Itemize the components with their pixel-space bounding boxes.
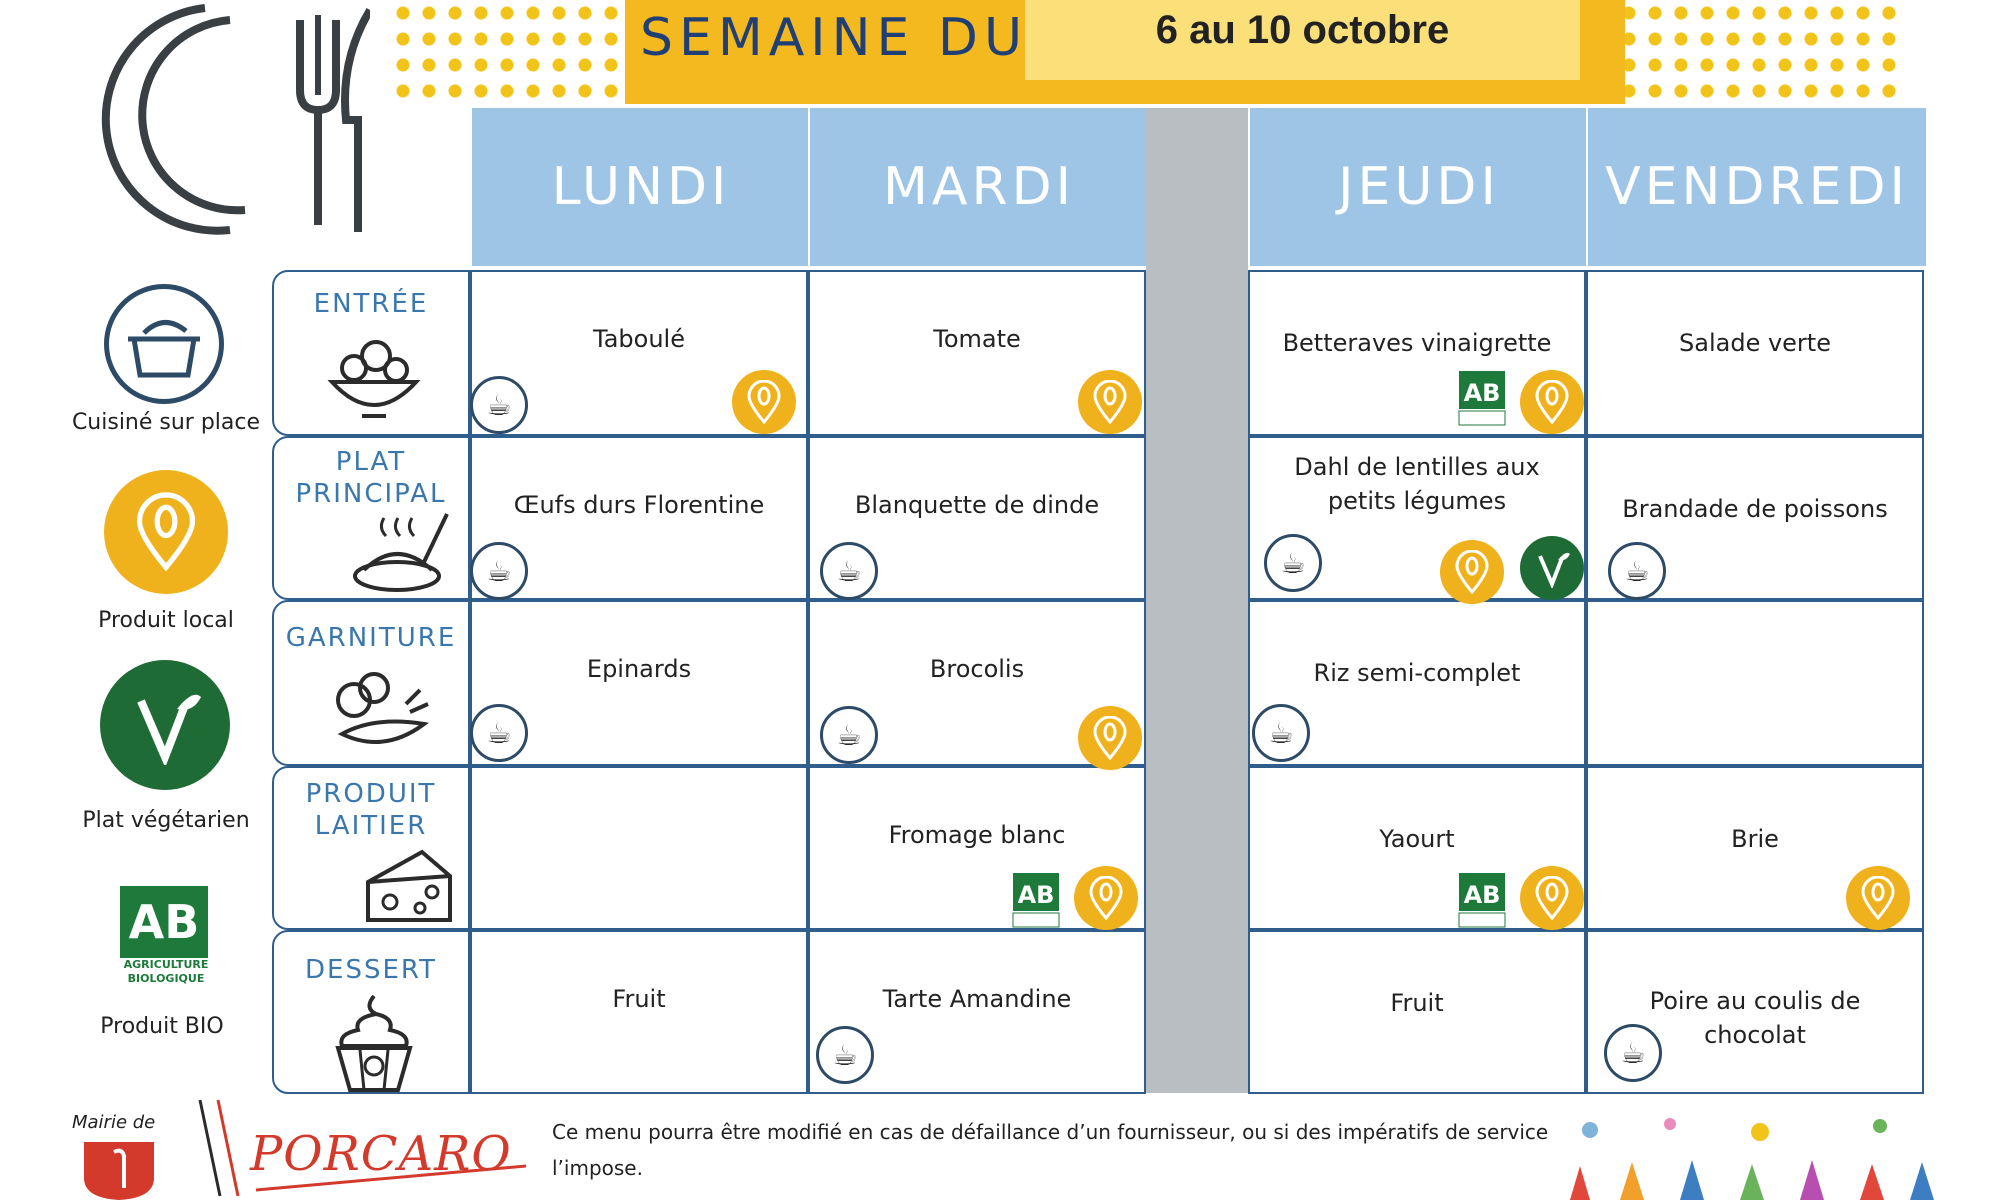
local-product-icon: [1520, 370, 1584, 434]
cooked-on-site-icon: ☕: [1264, 534, 1322, 592]
local-product-icon: [1078, 370, 1142, 434]
dish: Betteraves vinaigrette: [1282, 329, 1552, 357]
dish: Poire au coulis de chocolat: [1649, 987, 1861, 1049]
salad-bowl-icon: [324, 330, 424, 426]
town-name: PORCARO: [250, 1126, 512, 1182]
day-header-vendredi: VENDREDI: [1586, 108, 1926, 266]
cell-jeudi-dessert: [1248, 930, 1586, 1094]
local-product-icon: [1520, 866, 1584, 930]
category-dessert: [272, 930, 470, 1094]
steaming-plate-icon: [352, 510, 452, 600]
dish: Brandade de poissons: [1622, 495, 1888, 523]
category-label: PRODUIT LAITIER: [305, 779, 437, 841]
ab-logo-sub2: BIOLOGIQUE: [127, 972, 205, 985]
cooked-on-site-icon: ☕: [1252, 704, 1310, 762]
dish: Yaourt: [1379, 825, 1455, 853]
category-label: PLAT PRINCIPAL: [295, 447, 447, 509]
day-header-mardi: MARDI: [808, 108, 1148, 266]
local-product-icon: [1440, 540, 1504, 604]
category-label: GARNITURE: [285, 623, 457, 653]
vegetarian-icon: [1520, 536, 1584, 600]
cooked-on-site-icon: ☕: [1608, 542, 1666, 600]
svg-text:AB: AB: [1463, 379, 1501, 407]
dish: Brocolis: [929, 655, 1025, 683]
closed-day-column: [1146, 108, 1248, 1093]
dish: Brie: [1731, 825, 1779, 853]
cupcake-icon: [324, 990, 424, 1094]
dish: Fruit: [612, 985, 666, 1013]
category-label: ENTRÉE: [313, 289, 429, 319]
ab-logo-sub1: AGRICULTURE: [123, 958, 209, 971]
dish: Epinards: [586, 655, 692, 683]
legend-cooked-label: Cuisiné sur place: [71, 410, 261, 435]
legend-cooked-icon: [104, 284, 224, 404]
day-header-lundi: LUNDI: [470, 108, 810, 266]
dish: Fruit: [1390, 989, 1444, 1017]
dish: Tarte Amandine: [882, 985, 1072, 1013]
cell-lundi-dessert: [470, 930, 808, 1094]
local-product-icon: [1846, 866, 1910, 930]
ab-logo: AB: [120, 886, 208, 958]
local-product-icon: [732, 370, 796, 434]
legend-local-icon: [104, 470, 228, 594]
cooked-on-site-icon: ☕: [470, 542, 528, 600]
vegetables-icon: [324, 664, 434, 760]
legend-bio-label: Produit BIO: [100, 1014, 224, 1039]
dish: Blanquette de dinde: [854, 491, 1100, 519]
svg-text:AB: AB: [1463, 881, 1501, 909]
ab-bio-icon: [1458, 370, 1506, 426]
cell-vendredi-garniture: [1586, 600, 1924, 766]
dot-pattern-left: [390, 0, 630, 110]
ab-bio-icon: [1012, 872, 1060, 928]
dot-pattern-right: [1590, 0, 1900, 110]
date-range: 6 au 10 octobre: [1155, 8, 1450, 52]
dish: Tomate: [933, 325, 1021, 353]
cooked-on-site-icon: ☕: [816, 1026, 874, 1084]
category-laitier: [272, 766, 470, 930]
mairie-label: Mairie de: [72, 1112, 156, 1133]
local-product-icon: [1078, 706, 1142, 770]
category-entree: [272, 270, 470, 436]
dish: Taboulé: [593, 325, 685, 353]
cooked-on-site-icon: ☕: [470, 704, 528, 762]
category-plat: [272, 436, 470, 600]
dish: Dahl de lentilles aux petits légumes: [1294, 453, 1540, 515]
cooked-on-site-icon: ☕: [470, 376, 528, 434]
legend-vegetarian-icon: [100, 660, 230, 790]
town-crest-icon: [80, 1138, 158, 1200]
cooked-on-site-icon: ☕: [1604, 1024, 1662, 1082]
plate-cutlery-icon: [70, 0, 370, 240]
svg-text:AB: AB: [1017, 881, 1055, 909]
category-label: DESSERT: [305, 955, 437, 985]
local-product-icon: [1074, 866, 1138, 930]
dish: Œufs durs Florentine: [513, 491, 765, 519]
dish: Salade verte: [1679, 329, 1831, 357]
cell-vendredi-entree: [1586, 270, 1924, 436]
legend-local-label: Produit local: [98, 608, 234, 633]
week-label: SEMAINE DU: [640, 8, 1029, 68]
cooked-on-site-icon: ☕: [820, 542, 878, 600]
dish: Riz semi-complet: [1313, 659, 1521, 687]
day-header-jeudi: JEUDI: [1248, 108, 1588, 266]
cell-lundi-laitier: [470, 766, 808, 930]
cooked-on-site-icon: ☕: [820, 706, 878, 764]
cheese-icon: [362, 846, 456, 926]
footer-note: Ce menu pourra être modifié en cas de défaillance d’un fournisseur, ou si des impératifs de service l’impose.: [552, 1120, 1549, 1180]
category-garniture: [272, 600, 470, 766]
legend-bio-icon: [120, 886, 212, 992]
dish: Fromage blanc: [888, 821, 1066, 849]
kids-hands-decoration-icon: [1560, 1110, 1960, 1200]
legend-vegetarian-label: Plat végétarien: [82, 808, 250, 833]
ab-bio-icon: [1458, 872, 1506, 928]
